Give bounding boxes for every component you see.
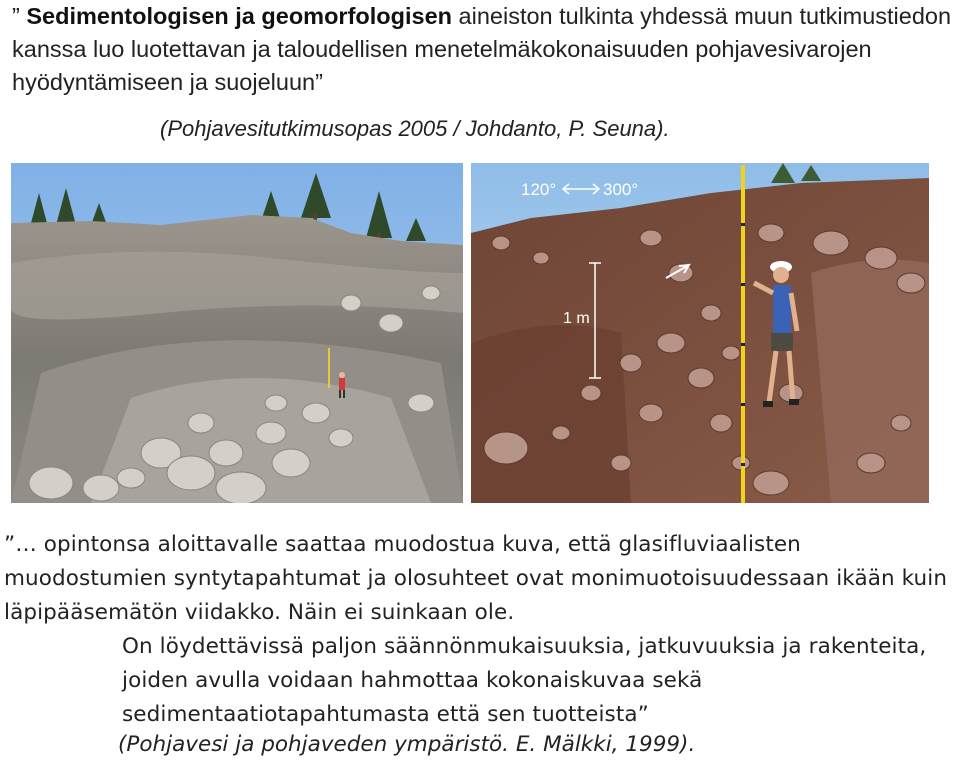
top-quote-bold: Sedimentologisen ja geomorfologisen [26,3,453,29]
top-quote [12,0,952,99]
bottom-quote-para-2: On löydettävissä paljon säännönmukaisuuksia, jatkuvuuksia ja rakenteita, joiden avulla voidaan hahmottaa kokonaiskuvaa sekä sedimentaatiotapahtumasta että sen tuotteista” [122,634,927,727]
bottom-quote [4,528,956,732]
photo-label-120: 120° [521,180,557,199]
top-quote-rest: aineiston tulkinta yhdessä muun tutkimustiedon kanssa luo luotettavan ja taloudellisen menetelmäkokonaisuuden pohjavesivarojen hyödyntämiseen ja suojeluun” [12,3,952,95]
gravel-pit-photo [11,163,463,503]
top-quote-source: (Pohjavesitutkimusopas 2005 / Johdanto, P. Seuna). [160,116,670,141]
bottom-quote-para-1: ”… opintonsa aloittavalle saattaa muodostua kuva, että glasifluviaalisten muodostumien syntytapahtumat ja olosuhteet ovat monimuotoisuudessaan ikään kuin läpipääsemätön viidakko. Näin ei suinkaan ole. [4,532,948,625]
scale-label: 1 m [563,310,590,327]
photo-label-300: 300° [603,180,639,199]
top-quote-open-mark: ” [12,3,20,29]
sediment-section-photo [471,163,929,503]
bottom-quote-source: (Pohjavesi ja pohjaveden ympäristö. E. Mälkki, 1999). [118,732,696,757]
